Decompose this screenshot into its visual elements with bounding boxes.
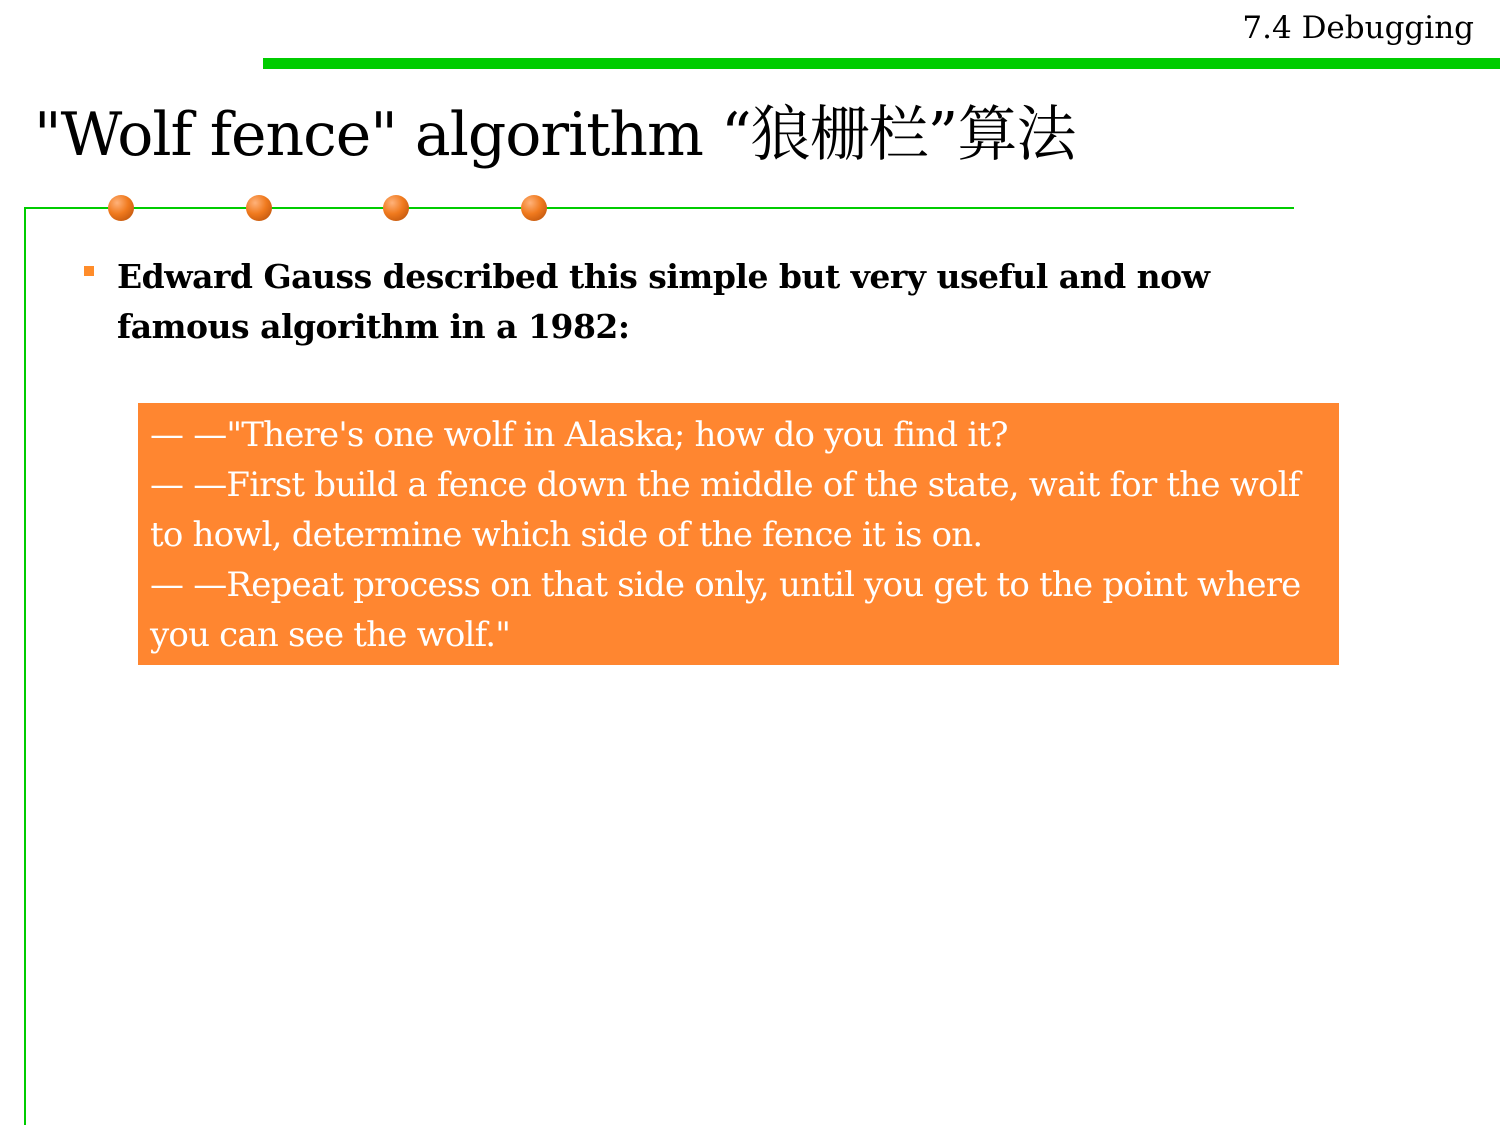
decorative-dot-3 bbox=[383, 195, 409, 221]
decorative-dot-1 bbox=[108, 195, 134, 221]
quote-box bbox=[138, 403, 1339, 665]
quote-line-1: — —"There's one wolf in Alaska; how do you find it? bbox=[150, 415, 1008, 455]
quote-line-3: — —Repeat process on that side only, until you get to the point where you can see the wolf." bbox=[150, 565, 1301, 655]
left-border-rule bbox=[24, 207, 26, 1125]
section-label: 7.4 Debugging bbox=[1242, 10, 1474, 46]
decorative-dot-2 bbox=[246, 195, 272, 221]
decorative-dot-4 bbox=[521, 195, 547, 221]
slide-title: "Wolf fence" algorithm “狼栅栏”算法 bbox=[34, 100, 1076, 170]
title-underline bbox=[24, 207, 1294, 209]
quote-line-2: — —First build a fence down the middle of the state, wait for the wolf to howl, determine which side of the fence it is on. bbox=[150, 465, 1300, 555]
bullet-square-icon bbox=[84, 266, 94, 276]
bullet-text: Edward Gauss described this simple but very useful and now famous algorithm in a 1982: bbox=[117, 257, 1210, 346]
header-rule bbox=[263, 58, 1500, 69]
